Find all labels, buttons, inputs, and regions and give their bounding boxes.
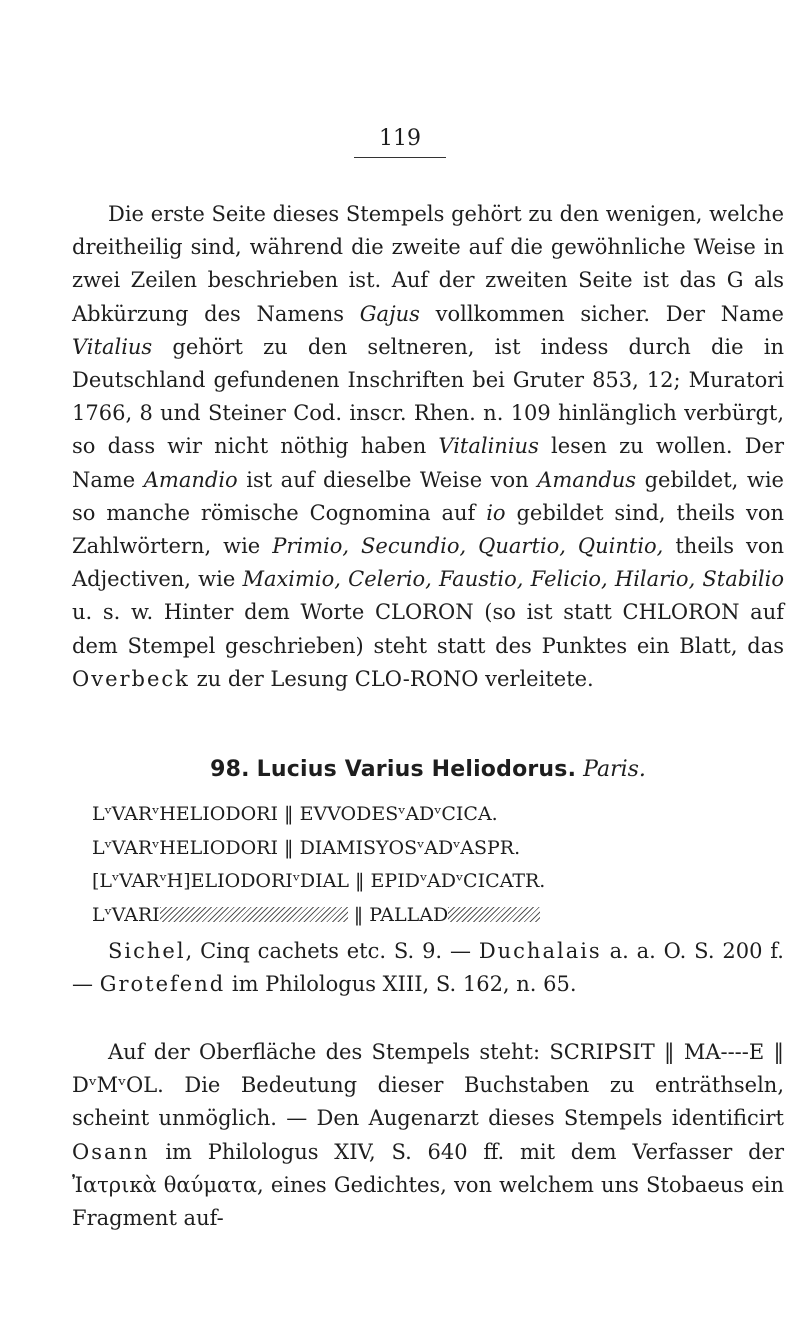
italic-text: Gajus: [359, 301, 420, 326]
italic-text: Vitalinius: [438, 434, 539, 459]
text-run: im Philologus XIII, S. 162, n. 65.: [225, 972, 577, 997]
entry-place: Paris.: [583, 757, 646, 782]
italic-text: Amandio: [143, 467, 238, 492]
inscription-line: LᵛVARI ‖ PALLAD: [92, 899, 792, 933]
references-paragraph: [72, 935, 784, 1001]
illegible-hatch: [160, 907, 348, 922]
text-run: gebildet, wie so manche römische Cognomina auf: [72, 467, 784, 525]
text-run: lesen zu wollen. Der Name: [72, 434, 784, 492]
text-run: , Cinq cachets etc. S. 9. —: [185, 939, 479, 963]
text-run: zu der Lesung CLO-RONO verleitete.: [189, 666, 594, 691]
inscription-block: [92, 798, 792, 932]
spaced-name: Osann: [72, 1139, 150, 1164]
text-run: u. s. w. Hinter dem Worte CLORON (so ist statt CHLORON auf dem Stempel geschrieben) steht statt des Punktes ein Blatt, das: [72, 600, 784, 658]
spaced-name: Duchalais: [478, 939, 602, 963]
page-number: 119: [0, 126, 800, 158]
text-run: vollkommen sicher. Der Name: [419, 301, 784, 326]
text-run: gehört zu den seltneren, ist indess durch die in Deutschland gefundenen Inschriften bei Gruter 853, 12; Muratori 1766, 8 und Steiner Cod. inscr. Rhen. n. 109 hinlänglich verbürgt, so dass wir nicht nöthig haben: [72, 334, 784, 459]
text-run: im Philologus XIV, S. 640 ff. mit dem Verfasser der Ἰατρικὰ θαύματα, eines Gedichtes, von welchem uns Stobaeus ein Fragment auf-: [72, 1139, 784, 1231]
spaced-name: Overbeck: [72, 666, 190, 691]
text-run: Auf der Oberfläche des Stempels steht: SCRIPSIT ‖ MA----E ‖ DᵛMᵛOL. Die Bedeutung dieser Buchstaben zu enträthseln, scheint unmöglich. — Den Augenarzt dieses Stempels identificirt: [72, 1040, 784, 1131]
text-run: Die erste Seite dieses Stempels gehört zu den wenigen, welche dreitheilig sind, während die zweite auf die gewöhnliche Weise in zwei Zeilen beschrieben ist. Auf der zweiten Seite ist das G als Abkürzung des Namens: [72, 202, 784, 326]
illegible-hatch: [448, 907, 540, 922]
entry-name: Lucius Varius Heliodorus.: [256, 757, 577, 782]
inscription-line: [LᵛVARᵛH]ELIODORIᵛDIAL ‖ EPIDᵛADᵛCICATR.: [92, 870, 546, 893]
spaced-name: Grotefend: [99, 972, 226, 997]
inscription-line: LᵛVARᵛHELIODORI ‖ DIAMISYOSᵛADᵛASPR.: [92, 836, 521, 859]
text-run: theils von Adjectiven, wie: [72, 534, 784, 592]
text-run: a. a. O. S. 200 f. —: [72, 939, 784, 997]
text-run: ist auf dieselbe Weise von: [237, 467, 538, 492]
entry-number: 98.: [210, 757, 250, 782]
italic-text: Amandus: [537, 467, 637, 492]
inscription-line: LᵛVARᵛHELIODORI ‖ EVVODESᵛADᵛCICA.: [92, 803, 498, 825]
italic-text: Primio, Secundio, Quartio, Quintio,: [272, 534, 664, 559]
page-number-rule: [354, 157, 446, 158]
italic-text: Maximio, Celerio, Faustio, Felicio, Hilario, Stabilio: [242, 567, 784, 592]
paragraph-2: [72, 1036, 784, 1235]
paragraph-1: [72, 198, 784, 696]
section-heading-98: [72, 753, 784, 786]
italic-text: Vitalius: [72, 334, 153, 359]
spaced-name: Sichel: [108, 939, 186, 963]
text-run: gebildet sind, theils von Zahlwörtern, wie: [72, 500, 784, 559]
italic-text: io: [486, 500, 506, 525]
